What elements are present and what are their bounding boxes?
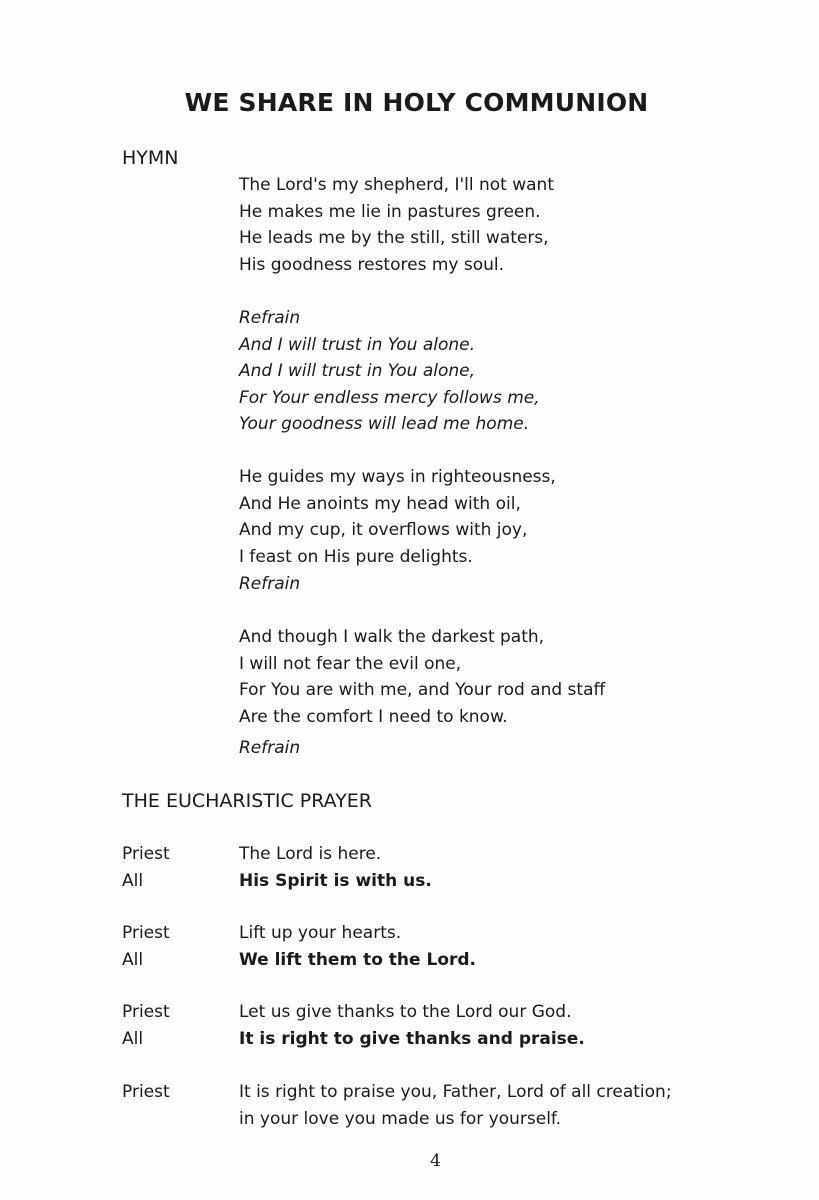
dialogue-row: [122, 947, 476, 974]
dialogue-exchange: [122, 1079, 672, 1132]
page-number: 4: [430, 1151, 441, 1171]
speaker-label-empty: [122, 1106, 239, 1133]
priest-line: in your love you made us for yourself.: [239, 1108, 562, 1129]
priest-line: Lift up your hearts.: [239, 923, 402, 943]
eucharistic-prayer-heading: THE EUCHARISTIC PRAYER: [122, 790, 373, 812]
speaker-label: Priest: [122, 844, 170, 864]
dialogue-row: [122, 841, 432, 868]
speaker-label: Priest: [122, 1082, 170, 1102]
refrain-line: Your goodness will lead me home.: [239, 414, 530, 434]
stanza-line: And He anoints my head with oil,: [239, 493, 521, 514]
refrain-cue: [239, 571, 300, 598]
refrain-label: Refrain: [239, 574, 301, 594]
refrain-line: For Your endless mercy follows me,: [239, 387, 540, 408]
speaker-label: Priest: [122, 1002, 170, 1022]
stanza-line: He makes me lie in pastures green.: [239, 201, 541, 222]
congregation-response: It is right to give thanks and praise.: [239, 1028, 585, 1049]
stanza-line: He leads me by the still, still waters,: [239, 228, 549, 248]
stanza-line: For You are with me, and Your rod and staff: [239, 680, 606, 700]
speaker-label: All: [122, 1028, 144, 1049]
congregation-response: We lift them to the Lord.: [239, 949, 477, 970]
stanza-line: And my cup, it overflows with joy,: [239, 520, 528, 540]
speaker-label: Priest: [122, 923, 170, 943]
hymn-stanza-1: [239, 172, 554, 278]
stanza-line: The Lord's my shepherd, I'll not want: [239, 175, 554, 195]
stanza-line: His goodness restores my soul.: [239, 254, 505, 275]
refrain-label: Refrain: [239, 308, 301, 328]
dialogue-row: [122, 999, 585, 1026]
refrain-label: Refrain: [239, 738, 301, 758]
refrain-line: And I will trust in You alone,: [239, 361, 476, 381]
priest-line: It is right to praise you, Father, Lord of all creation;: [239, 1082, 672, 1102]
dialogue-row: [122, 868, 432, 895]
priest-line: Let us give thanks to the Lord our God.: [239, 1002, 572, 1022]
congregation-response: His Spirit is with us.: [239, 870, 432, 891]
dialogue-exchange: [122, 999, 585, 1052]
hymn-refrain: [239, 305, 540, 438]
speaker-label: All: [122, 949, 144, 970]
dialogue-exchange: [122, 920, 476, 973]
dialogue-row: [122, 920, 476, 947]
refrain-line: And I will trust in You alone.: [239, 334, 476, 355]
dialogue-row: [122, 1079, 672, 1106]
priest-line: The Lord is here.: [239, 844, 382, 864]
hymn-heading: HYMN: [122, 147, 179, 169]
page-title: WE SHARE IN HOLY COMMUNION: [184, 88, 649, 117]
dialogue-row: [122, 1106, 672, 1133]
refrain-cue: [239, 735, 300, 762]
dialogue-exchange: [122, 841, 432, 894]
hymn-stanza-2: [239, 464, 556, 570]
hymn-stanza-3: [239, 624, 605, 730]
stanza-line: I will not fear the evil one,: [239, 653, 462, 674]
stanza-line: Are the comfort I need to know.: [239, 706, 508, 727]
stanza-line: I feast on His pure delights.: [239, 546, 473, 567]
stanza-line: He guides my ways in righteousness,: [239, 467, 556, 487]
dialogue-row: [122, 1026, 585, 1053]
stanza-line: And though I walk the darkest path,: [239, 627, 545, 647]
speaker-label: All: [122, 870, 144, 891]
